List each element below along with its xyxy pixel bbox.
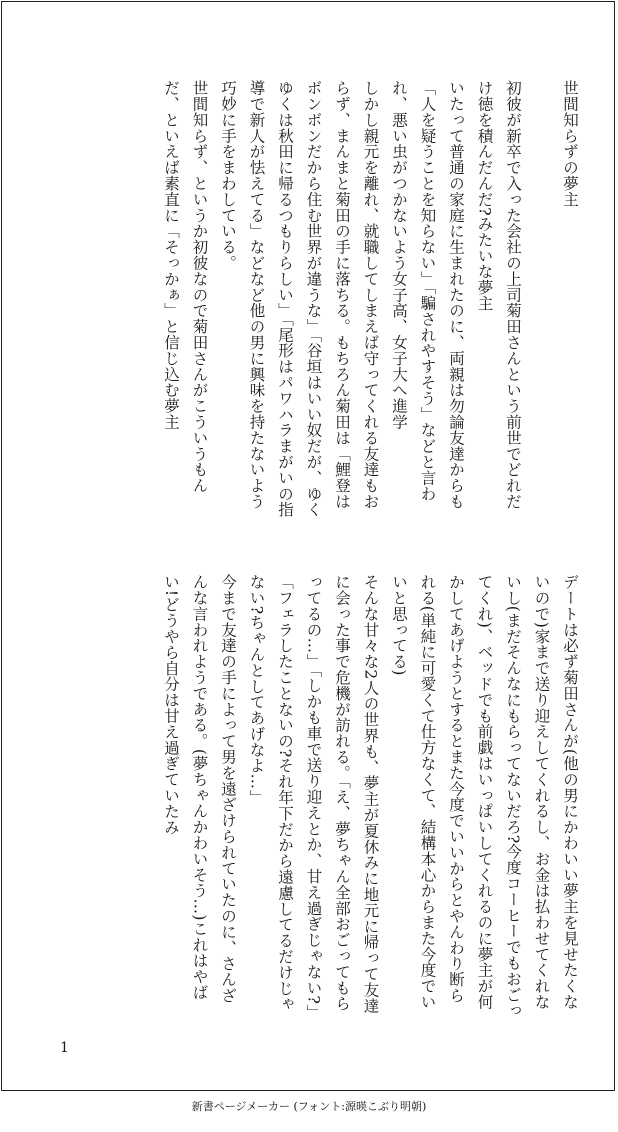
page-number: 1 (60, 1040, 69, 1056)
page-title: 世間知らずの夢主 (561, 80, 579, 208)
manuscript-page (1, 1, 615, 1091)
footer-credit: 新書ページメーカー (フォント:源暎こぶり明朝) (191, 1100, 427, 1113)
paragraph: いたって普通の家庭に生まれたのに、両親は勿論友達からも「人を疑うことを知らない」「騙されやすそう」などと言われ、悪い虫がつかないよう女子高、女子大へ進学 (390, 80, 465, 510)
upper-text-block (54, 80, 584, 525)
paragraph: しかし親元を離れ、就職してしまえば守ってくれる友達もおらず、まんまと菊田の手に落ちる。もちろん菊田は「鯉登はボンボンだから住む世界が違うな」「谷垣はいい奴だが、ゆくゆくは秋田に帰るつもりらしい」「尾形はパワハラまがいの指導で新人が怯えてる」などなど他の男に興味を持たないよう巧妙に手をまわしている。 (219, 80, 380, 518)
paragraph: 今まで友達の手によって男を遠ざけられていたのに、さんざんな言われようである。(夢ちゃんかわいそう…)これはやばい!どうやら自分は甘え過ぎていたみ (162, 574, 237, 1004)
paragraph: 初彼が新卒で入った会社の上司菊田さんという前世でどれだけ徳を積んだんだ?みたいな夢主 (475, 80, 522, 510)
paragraph: そんな甘々な2人の世界も、夢主が夏休みに地元に帰って友達に会った事で危機が訪れる。「え、夢ちゃん全部おごってもらってるの…」「しかも車で送り迎えとか、甘え過ぎじゃない?」「フェラしたことないの?それ年下だから遠慮してるだけじゃない?ちゃんとしてあげなよ…」 (247, 574, 380, 1014)
paragraph: デートは必ず菊田さんが(他の男にかわいい夢主を見せたくないので)家まで送り迎えしてくれるし、お金は払わせてくれないし(まだそんなにもらってないだろ?今度コーヒーでもおごってくれ)、ベッドでも前戯はいっぱいしてくれるのに夢主が何かしてあげようとするとまた今度でいいからとやんわり断られる(単純に可愛くて仕方なくて、結構本心からまた今度でいいと思ってる) (390, 574, 579, 1019)
lower-text-block (54, 574, 584, 1019)
paragraph: 世間知らず、というか初彼なので菊田さんがこういうもんだ、といえば素直に「そっかぁ」と信じ込む夢主 (162, 80, 209, 494)
